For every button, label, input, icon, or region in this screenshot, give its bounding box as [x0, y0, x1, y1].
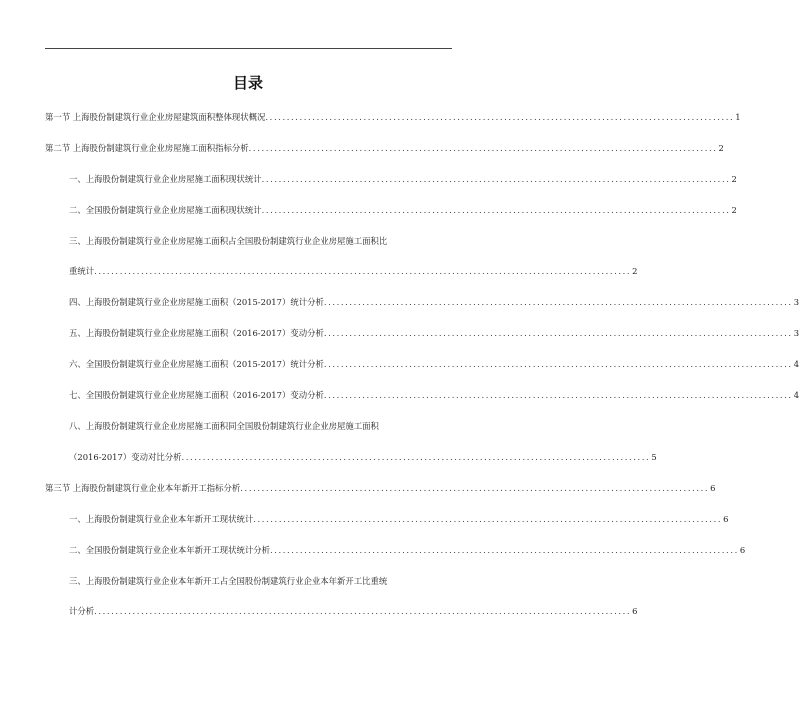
toc-entry-page: 4 [793, 390, 799, 400]
toc-entry-2-8-continued[interactable] [69, 452, 657, 462]
toc-entry-2-4[interactable] [69, 297, 799, 307]
toc-entry-text: 六、全国股份制建筑行业企业房屋施工面积（2015-2017）统计分析 [69, 359, 324, 369]
toc-entry-page: 1 [735, 112, 741, 122]
toc-entry-text: 第三节 上海股份制建筑行业企业本年新开工指标分析 [45, 483, 241, 493]
toc-entry-3-3[interactable]: 三、上海股份制建筑行业企业本年新开工占全国股份制建筑行业企业本年新开工比重统 [69, 576, 388, 586]
toc-entry-page: 6 [632, 606, 638, 616]
toc-entry-2-6[interactable] [69, 359, 799, 369]
toc-entry-text: 重统计 [69, 266, 95, 276]
toc-entry-text: （2016-2017）变动对比分析 [69, 452, 182, 462]
toc-entry-2-3[interactable]: 三、上海股份制建筑行业企业房屋施工面积占全国股份制建筑行业企业房屋施工面积比 [69, 236, 388, 246]
leader-dots: .............................................................................................................. [248, 143, 718, 153]
leader-dots: .............................................................................................................. [261, 205, 731, 215]
toc-entry-page: 3 [793, 297, 799, 307]
toc-entry-page: 2 [731, 174, 737, 184]
leader-dots: .............................................................................................................. [323, 359, 793, 369]
toc-entry-2-7[interactable] [69, 390, 799, 400]
toc-entry-page: 6 [739, 545, 746, 555]
leader-dots: .............................................................................................................. [261, 174, 731, 184]
toc-entry-3-1[interactable] [69, 514, 729, 524]
toc-entry-text: 二、全国股份制建筑行业企业房屋施工面积现状统计 [69, 205, 262, 215]
toc-entry-section-1[interactable] [45, 112, 741, 122]
leader-dots: .............................................................................................................. [253, 514, 723, 524]
toc-entry-page: 2 [718, 143, 724, 153]
toc-entry-3-2[interactable] [69, 545, 746, 555]
toc-entry-3-3-continued[interactable] [69, 606, 638, 616]
toc-entry-page: 3 [793, 328, 799, 338]
toc-entry-text: 四、上海股份制建筑行业企业房屋施工面积（2015-2017）统计分析 [69, 297, 324, 307]
toc-entry-2-8[interactable]: 八、上海股份制建筑行业企业房屋施工面积同全国股份制建筑行业企业房屋施工面积 [69, 421, 379, 431]
toc-entry-text: 计分析 [69, 606, 95, 616]
toc-entry-section-2[interactable] [45, 143, 724, 153]
leader-dots: .............................................................................................................. [240, 483, 710, 493]
toc-entry-text: 第二节 上海股份制建筑行业企业房屋施工面积指标分析 [45, 143, 249, 153]
leader-dots: .............................................................................................................. [270, 545, 739, 555]
leader-dots: .............................................................................................................. [181, 452, 651, 462]
toc-entry-text: 第一节 上海股份制建筑行业企业房屋建筑面积整体现状概况 [45, 112, 266, 122]
toc-entry-2-2[interactable] [69, 205, 737, 215]
toc-entry-2-5[interactable] [69, 328, 799, 338]
leader-dots: .............................................................................................................. [323, 297, 793, 307]
toc-entry-page: 2 [632, 266, 638, 276]
leader-dots: .............................................................................................................. [265, 112, 735, 122]
toc-entry-page: 6 [723, 514, 729, 524]
toc-entry-text: 一、上海股份制建筑行业企业房屋施工面积现状统计 [69, 174, 262, 184]
toc-entry-page: 6 [710, 483, 716, 493]
leader-dots: .............................................................................................................. [323, 328, 793, 338]
leader-dots: .............................................................................................................. [323, 390, 793, 400]
toc-entry-text: 五、上海股份制建筑行业企业房屋施工面积（2016-2017）变动分析 [69, 328, 324, 338]
toc-title: 目录 [232, 74, 263, 92]
toc-entry-page: 2 [731, 205, 737, 215]
toc-entry-text: 七、全国股份制建筑行业企业房屋施工面积（2016-2017）变动分析 [69, 390, 324, 400]
toc-entry-section-3[interactable] [45, 483, 716, 493]
toc-entry-text: 一、上海股份制建筑行业企业本年新开工现状统计 [69, 514, 254, 524]
toc-entry-page: 5 [651, 452, 657, 462]
leader-dots: .............................................................................................................................. [94, 606, 632, 616]
toc-entry-text: 二、全国股份制建筑行业企业本年新开工现状统计分析 [69, 545, 270, 555]
toc-entry-2-3-continued[interactable] [69, 266, 638, 276]
leader-dots: .............................................................................................................................. [94, 266, 632, 276]
toc-entry-page: 4 [793, 359, 799, 369]
toc-entry-2-1[interactable] [69, 174, 737, 184]
